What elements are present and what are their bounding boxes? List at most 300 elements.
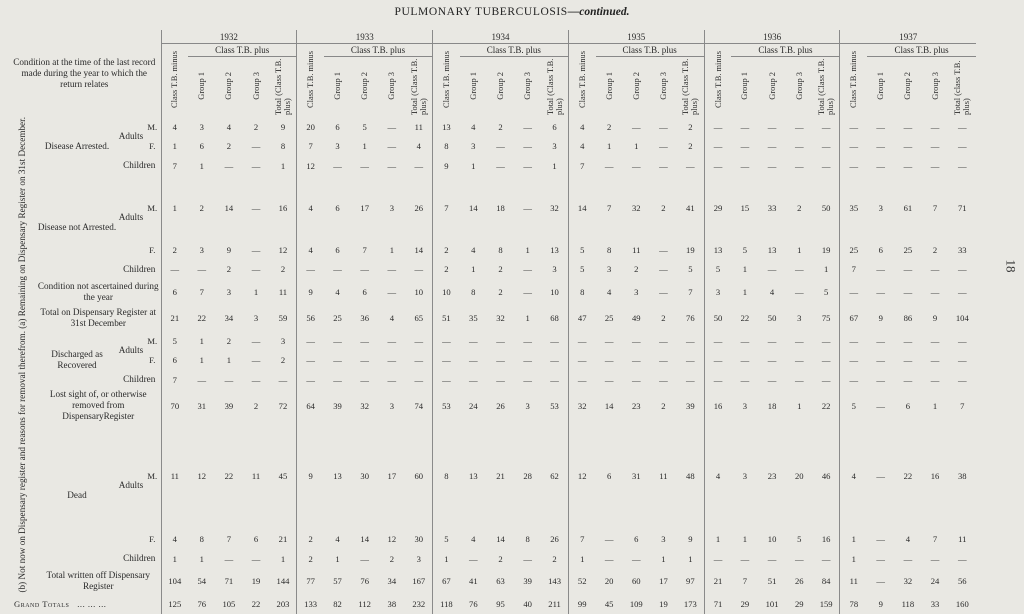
cell: 2: [498, 121, 503, 132]
cell: 12: [297, 156, 324, 176]
cell: 11: [414, 121, 423, 132]
cell: —: [433, 331, 460, 351]
cell: 40: [523, 599, 532, 610]
cell: 19: [251, 576, 261, 587]
cell: —: [958, 264, 967, 275]
cell: 9: [226, 244, 232, 255]
cell: 12: [387, 534, 397, 545]
cell: —: [414, 335, 424, 346]
cell: —: [360, 160, 369, 171]
cell: 15: [740, 202, 750, 213]
cell: 20: [604, 576, 614, 587]
cell: 2: [688, 141, 693, 152]
cell: —: [958, 355, 967, 366]
cell: 143: [548, 576, 561, 587]
cell: 24: [469, 400, 478, 411]
cell: 20: [297, 117, 324, 137]
cell: —: [740, 553, 750, 564]
group-2-header: Group 2: [903, 72, 913, 100]
cell: —: [704, 370, 731, 390]
children-label: Children: [123, 374, 156, 385]
page-title: PULMONARY TUBERCULOSIS—continued.: [394, 6, 630, 18]
cell: 2: [161, 240, 188, 260]
cell: 1: [280, 160, 286, 171]
table-row: [8, 529, 976, 549]
cell: —: [251, 553, 261, 564]
group-1-header: Group 1: [740, 72, 750, 100]
cell: 76: [469, 599, 478, 610]
cell: —: [631, 121, 641, 132]
cell: —: [876, 400, 886, 411]
cell: 8: [606, 244, 612, 255]
cell: —: [631, 553, 641, 564]
cell: 24: [930, 576, 940, 587]
cell: 104: [955, 312, 969, 323]
cell: —: [604, 374, 614, 385]
year-header: 1934: [433, 30, 569, 44]
cell: 10: [550, 286, 559, 297]
cell: —: [659, 335, 668, 346]
cell: 1: [389, 244, 394, 255]
cell: —: [740, 374, 750, 385]
cell: 3: [552, 264, 557, 275]
cell: 16: [930, 470, 940, 481]
cell: —: [840, 117, 867, 137]
cell: —: [197, 264, 207, 275]
cell: 22: [197, 312, 207, 323]
cell: —: [794, 335, 804, 346]
cell: 97: [686, 576, 695, 587]
cell: 125: [161, 594, 188, 614]
cell: 50: [704, 305, 731, 331]
cell: 14: [568, 176, 595, 240]
cell: —: [840, 279, 867, 305]
cell: 13: [550, 244, 559, 255]
cell: 2: [433, 259, 460, 279]
cell: 60: [414, 470, 424, 481]
cell: —: [903, 121, 913, 132]
cell: —: [523, 374, 532, 385]
cell: —: [876, 470, 886, 481]
cell: —: [876, 264, 886, 275]
cell: 68: [550, 312, 559, 323]
cell: 51: [433, 305, 460, 331]
cell: 33: [958, 244, 967, 255]
cell: —: [297, 370, 324, 390]
cell: —: [794, 141, 804, 152]
cell: 2: [661, 202, 666, 213]
cell: 6: [199, 141, 204, 152]
cell: 63: [496, 576, 505, 587]
cell: 6: [362, 286, 367, 297]
cell: 1: [199, 335, 204, 346]
cell: 77: [297, 568, 324, 594]
cell: —: [930, 160, 940, 171]
cell: 4: [297, 176, 324, 240]
cell: 95: [496, 599, 505, 610]
cell: 56: [958, 576, 967, 587]
cell: —: [568, 350, 595, 370]
cell: —: [704, 137, 731, 157]
cell: —: [659, 355, 668, 366]
cell: 36: [360, 312, 369, 323]
cell: 3: [606, 264, 612, 275]
cell: —: [604, 355, 614, 366]
children-label: Children: [123, 263, 156, 274]
cell: 4: [704, 422, 731, 529]
cell: —: [251, 244, 261, 255]
cell: 53: [433, 389, 460, 422]
cell: —: [659, 244, 668, 255]
cell: 17: [659, 576, 668, 587]
cell: 41: [686, 202, 695, 213]
cell: —: [387, 264, 397, 275]
cell: 211: [548, 599, 561, 610]
cell: 7: [932, 534, 938, 545]
cell: 1: [362, 141, 367, 152]
cell: 1: [226, 355, 232, 366]
cell: 3: [661, 534, 666, 545]
cell: 1: [840, 529, 867, 549]
cell: 21: [161, 305, 188, 331]
cell: 1: [161, 137, 188, 157]
cell: —: [360, 553, 369, 564]
cell: 9: [688, 534, 693, 545]
cell: 160: [955, 599, 969, 610]
cell: 4: [568, 137, 595, 157]
cell: 13: [433, 117, 460, 137]
cell: 25: [604, 312, 614, 323]
cell: 65: [414, 312, 424, 323]
cell: —: [767, 335, 777, 346]
cell: —: [496, 335, 505, 346]
cell: —: [876, 286, 886, 297]
cell: —: [740, 160, 750, 171]
cell: 2: [389, 553, 394, 564]
cell: —: [740, 335, 750, 346]
cell: —: [686, 335, 695, 346]
cell: 1: [471, 264, 476, 275]
cell: —: [251, 374, 261, 385]
cell: 5: [161, 331, 188, 351]
cell: —: [224, 553, 234, 564]
cell: —: [686, 355, 695, 366]
cell: 11: [958, 534, 967, 545]
table-row: [8, 117, 976, 137]
cell: 203: [276, 599, 290, 610]
cell: —: [568, 331, 595, 351]
cell: 5: [568, 240, 595, 260]
total-header: Total (Class T.B. plus): [545, 58, 564, 115]
cell: —: [930, 286, 940, 297]
cell: —: [278, 374, 288, 385]
cell: 14: [469, 202, 478, 213]
cell: 1: [661, 553, 666, 564]
cell: 3: [253, 312, 259, 323]
cell: 22: [903, 470, 913, 481]
cell: 7: [297, 137, 324, 157]
table-row: [8, 156, 976, 176]
cell: 8: [280, 141, 286, 152]
cell: 7: [433, 176, 460, 240]
cell: —: [767, 355, 777, 366]
cell: —: [903, 374, 913, 385]
m-label: M.: [147, 202, 158, 213]
cell: —: [496, 141, 505, 152]
cell: 5: [704, 259, 731, 279]
m-label: M.: [147, 121, 158, 132]
cell: 2: [498, 553, 503, 564]
cell: 6: [253, 534, 259, 545]
cell: 3: [878, 202, 883, 213]
table-row: [8, 137, 976, 157]
cell: —: [433, 370, 460, 390]
cell: 232: [412, 599, 426, 610]
group-2-header: Group 2: [495, 72, 505, 100]
cell: 1: [335, 553, 340, 564]
table-row: [8, 568, 976, 594]
cell: 2: [606, 121, 612, 132]
total-header: Total (Class T.B. plus): [817, 58, 836, 115]
cell: —: [550, 335, 559, 346]
cell: 32: [631, 202, 641, 213]
cell: 7: [840, 259, 867, 279]
cell: 9: [878, 312, 883, 323]
cell: 16: [704, 389, 731, 422]
cell: 3: [335, 141, 340, 152]
group-2-header: Group 2: [631, 72, 641, 100]
cell: 4: [769, 286, 775, 297]
cell: 1: [824, 264, 829, 275]
cell: 8: [433, 137, 460, 157]
cell: —: [469, 553, 478, 564]
cell: 8: [471, 286, 476, 297]
cell: 16: [821, 534, 831, 545]
cell: —: [930, 264, 940, 275]
cell: —: [659, 264, 668, 275]
cell: —: [821, 335, 831, 346]
cell: 76: [686, 312, 695, 323]
cell: —: [297, 350, 324, 370]
cell: —: [333, 374, 342, 385]
table-row: [8, 176, 976, 240]
cell: —: [903, 553, 913, 564]
cell: 6: [606, 470, 612, 481]
disease-not-arrested-label: Disease not Arrested.: [37, 221, 117, 232]
cell: 78: [840, 594, 867, 614]
cell: 13: [704, 240, 731, 260]
cell: 39: [224, 400, 234, 411]
group-1-header: Group 1: [876, 72, 886, 100]
table-row: [8, 549, 976, 569]
cell: 7: [932, 202, 938, 213]
cell: 34: [224, 312, 234, 323]
cell: —: [821, 553, 831, 564]
cell: 74: [414, 400, 424, 411]
cell: —: [659, 141, 668, 152]
cell: 35: [840, 176, 867, 240]
cell: —: [604, 553, 614, 564]
cell: 11: [251, 470, 261, 481]
cell: —: [930, 553, 940, 564]
adults-label: Adults: [118, 211, 144, 222]
cell: 4: [471, 121, 476, 132]
cell: —: [523, 264, 532, 275]
cell: 23: [767, 470, 777, 481]
cell: —: [740, 121, 750, 132]
cell: 62: [550, 470, 559, 481]
total-header: Total (class T.B. plus): [953, 60, 972, 115]
cell: —: [469, 374, 478, 385]
cell: 13: [767, 244, 777, 255]
cell: 3: [797, 312, 802, 323]
cell: 18: [496, 202, 505, 213]
cell: 30: [360, 470, 369, 481]
cell: 1: [253, 286, 259, 297]
cell: —: [876, 534, 886, 545]
cell: —: [767, 553, 777, 564]
page-number: 18: [1003, 259, 1019, 273]
cell: —: [224, 160, 234, 171]
cell: 4: [568, 117, 595, 137]
cell: —: [740, 355, 750, 366]
cell: 4: [471, 534, 476, 545]
cell: 23: [631, 400, 641, 411]
cell: 5: [433, 529, 460, 549]
cell: 9: [433, 156, 460, 176]
cell: 3: [280, 335, 286, 346]
cell: —: [840, 331, 867, 351]
cell: 86: [903, 312, 913, 323]
section-a-label: (a) Remaining on Dispensary Register on 31st December.: [16, 117, 27, 329]
cell: 28: [523, 470, 532, 481]
cell: 39: [686, 400, 695, 411]
cell: —: [794, 355, 804, 366]
year-header: 1936: [704, 30, 840, 44]
table-row: [8, 240, 976, 260]
cell: 3: [199, 244, 204, 255]
cell: 9: [280, 121, 286, 132]
table-row: [8, 594, 976, 614]
cell: —: [794, 160, 804, 171]
cell: 4: [161, 117, 188, 137]
cell: —: [930, 355, 940, 366]
cell: —: [631, 160, 641, 171]
cell: —: [387, 286, 397, 297]
total-on-register-label: Total on Dispensary Register at 31st December: [40, 306, 157, 328]
cell: 6: [335, 202, 340, 213]
cell: 1: [199, 355, 204, 366]
cell: —: [686, 374, 695, 385]
cell: 19: [659, 599, 668, 610]
cell: 1: [525, 244, 530, 255]
cell: 32: [903, 576, 913, 587]
cell: 4: [335, 286, 340, 297]
cell: 1: [797, 400, 802, 411]
cell: 45: [278, 470, 288, 481]
cell: 25: [903, 244, 913, 255]
cell: 21: [704, 568, 731, 594]
cell: 7: [688, 286, 693, 297]
total-header: Total (Class T.B. plus): [273, 58, 292, 115]
cell: 1: [525, 312, 530, 323]
cell: 50: [767, 312, 777, 323]
cell: —: [659, 121, 668, 132]
cell: —: [496, 160, 505, 171]
cell: 1: [433, 549, 460, 569]
cell: 21: [496, 470, 505, 481]
class-tb-minus-header: Class T.B. minus: [568, 44, 595, 118]
cell: —: [333, 264, 342, 275]
cell: 41: [469, 576, 478, 587]
cell: 75: [821, 312, 831, 323]
cell: 2: [498, 286, 503, 297]
cell: 22: [740, 312, 750, 323]
cell: 48: [686, 470, 695, 481]
cell: —: [958, 141, 967, 152]
adults-label: Adults: [118, 131, 144, 141]
cell: 5: [824, 286, 829, 297]
cell: 29: [794, 599, 804, 610]
cell: 59: [278, 312, 288, 323]
cell: —: [903, 264, 913, 275]
cell: 2: [280, 264, 286, 275]
cell: —: [740, 141, 750, 152]
class-tb-minus-header: Class T.B. minus: [704, 44, 731, 118]
cell: 9: [932, 312, 938, 323]
cell: 21: [278, 534, 288, 545]
cell: 12: [568, 422, 595, 529]
cell: 2: [226, 264, 232, 275]
cell: 46: [821, 470, 831, 481]
total-written-off-label: Total written off Dispensary Register: [46, 570, 151, 592]
cell: 3: [552, 141, 557, 152]
cell: 7: [742, 576, 748, 587]
cell: —: [876, 374, 886, 385]
cell: 13: [333, 470, 342, 481]
cell: 99: [568, 594, 595, 614]
cell: 84: [821, 576, 831, 587]
cell: —: [704, 549, 731, 569]
cell: —: [821, 160, 831, 171]
cell: 19: [821, 244, 831, 255]
cell: —: [794, 121, 804, 132]
cell: 112: [358, 599, 371, 610]
group-3-header: Group 3: [251, 72, 261, 100]
cell: 5: [840, 389, 867, 422]
cell: 47: [568, 305, 595, 331]
cell: —: [821, 355, 831, 366]
cell: 6: [335, 121, 340, 132]
cell: 11: [659, 470, 668, 481]
cell: 4: [471, 244, 476, 255]
class-tb-plus-header: Class T.B. plus: [731, 44, 840, 57]
year-header: 1933: [297, 30, 433, 44]
table-row: [8, 305, 976, 331]
discharged-label: Discharged as Recovered: [51, 349, 103, 371]
cell: —: [704, 117, 731, 137]
cell: 1: [688, 553, 693, 564]
cell: 7: [161, 370, 188, 390]
cell: 33: [767, 202, 777, 213]
cell: 70: [161, 389, 188, 422]
cell: 33: [930, 599, 940, 610]
cell: 64: [297, 389, 324, 422]
class-tb-plus-header: Class T.B. plus: [188, 44, 297, 57]
cell: —: [496, 355, 505, 366]
group-1-header: Group 1: [197, 72, 207, 100]
cell: 38: [958, 470, 967, 481]
